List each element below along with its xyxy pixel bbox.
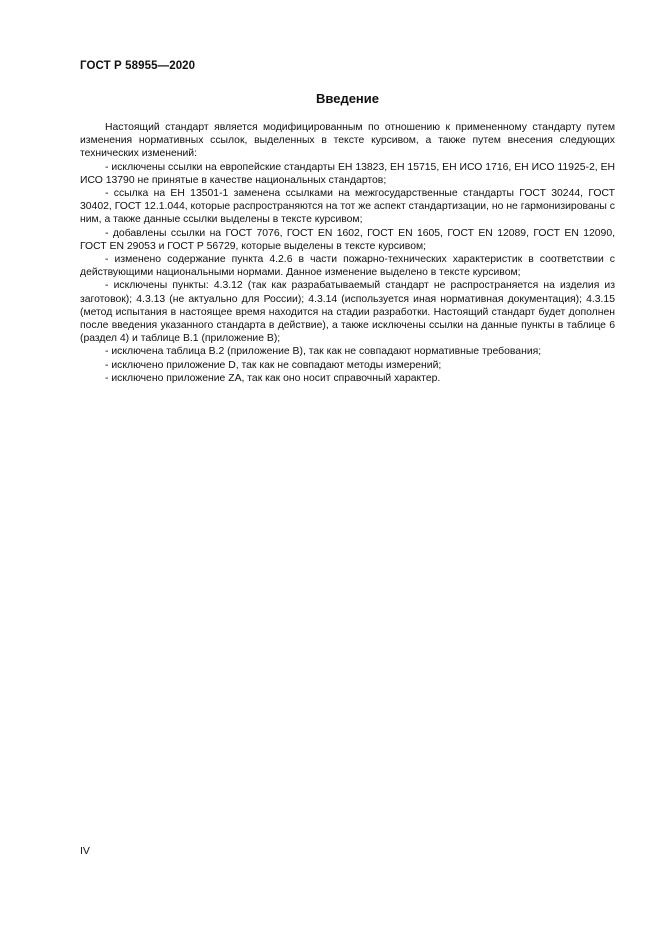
page-number: IV	[80, 845, 90, 857]
document-code: ГОСТ Р 58955—2020	[80, 60, 196, 72]
introduction-body	[80, 121, 615, 385]
list-item-excluded-annex-za: - исключено приложение ZA, так как оно носит справочный характер.	[105, 372, 441, 384]
list-item-replaced-reference: - ссылка на ЕН 13501-1 заменена ссылками на межгосударственные стандарты ГОСТ 30244, ГОСТ 30402, ГОСТ 12.1.044, которые распространяются на тот же аспект стандартизации, но не гармонизированы с ним, а также данные ссылки выделены в тексте курсивом;	[80, 188, 615, 226]
section-title: Введение	[316, 91, 379, 106]
list-item-changed-clause: - изменено содержание пункта 4.2.6 в части пожарно-технических характеристик в соответствии с действующими национальными нормами. Данное изменение выделено в тексте курсивом;	[80, 254, 615, 279]
list-item-excluded-references: - исключены ссылки на европейские стандарты ЕН 13823, ЕН 15715, ЕН ИСО 1716, ЕН ИСО 11925-2, ЕН ИСО 13790 не принятые в качестве национальных стандартов;	[80, 161, 615, 186]
list-item-excluded-table: - исключена таблица В.2 (приложение В), так как не совпадают нормативные требования;	[105, 346, 542, 358]
list-item-excluded-clauses: - исключены пункты: 4.3.12 (так как разрабатываемый стандарт не распространяется на изделия из заготовок); 4.3.13 (не актуально для России); 4.3.14 (используется иная нормативная документация); 4.3.15 (метод испытания в настоящее время находится на стадии разработки. Настоящий стандарт будет дополнен после введения указанного стандарта в действие), а также исключены ссылки на данные пункты в таблице 6 (раздел 4) и таблице В.1 (приложение В);	[80, 280, 615, 345]
list-item-added-references: - добавлены ссылки на ГОСТ 7076, ГОСТ EN 1602, ГОСТ EN 1605, ГОСТ EN 12089, ГОСТ EN 12090, ГОСТ EN 29053 и ГОСТ Р 56729, которые выделены в тексте курсивом;	[80, 227, 615, 252]
list-item-excluded-annex-d: - исключено приложение D, так как не совпадают методы измерений;	[105, 359, 442, 371]
intro-paragraph: Настоящий стандарт является модифицированным по отношению к примененному стандарту путем изменения нормативных ссылок, выделенных в тексте курсивом, а также путем внесения следующих технических изменений:	[80, 122, 615, 160]
